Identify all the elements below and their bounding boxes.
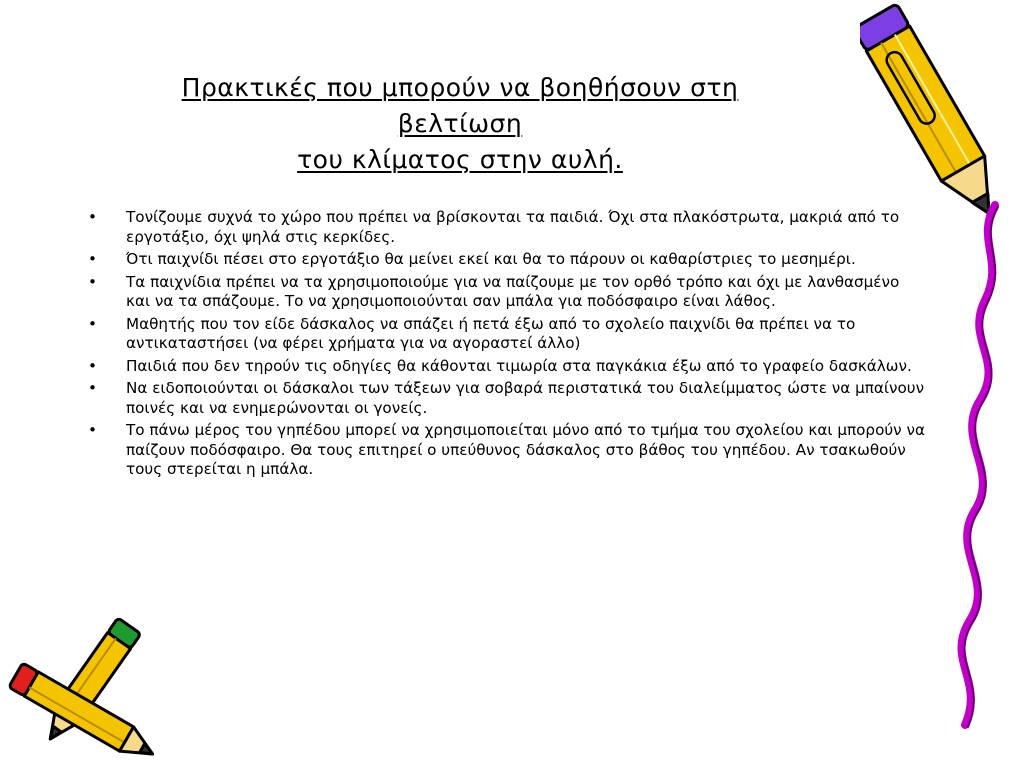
squiggle-line [955, 200, 1015, 730]
crossed-pencils-icon [0, 615, 190, 765]
bullet-text: Ότι παιχνίδι πέσει στο εργοτάξιο θα μείνει εκεί και θα το πάρουν οι καθαρίστριες το μεσημέρι. [126, 250, 856, 268]
bullet-item [88, 208, 928, 247]
title-line-3: του κλίματος στην αυλή. [297, 145, 623, 174]
bullet-marker: • [88, 356, 97, 375]
bullet-item [88, 421, 928, 480]
bullet-marker: • [88, 421, 97, 439]
bullet-item [88, 315, 928, 354]
bullet-text: Να ειδοποιούνται οι δάσκαλοι των τάξεων για σοβαρά περιστατικά του διαλείμματος ώστε να μπαίνουν ποινές και να ενημερώνονται οι γονείς. [126, 379, 925, 417]
bullet-marker: • [88, 272, 97, 291]
slide-title [110, 70, 810, 178]
bullet-marker: • [88, 379, 97, 397]
title-line-2: βελτίωση [397, 109, 523, 138]
bullet-text: Τα παιχνίδια πρέπει να τα χρησιμοποιούμε για να παίζουμε με τον ορθό τρόπο και όχι με λανθασμένο και να τα σπάζουμε. Το να χρησιμοποιούνται σαν μπάλα για ποδόσφαιρο είναι λάθος. [126, 272, 900, 310]
bullet-item [88, 250, 928, 270]
bullet-marker: • [88, 208, 97, 226]
bullet-list [88, 208, 928, 483]
bullet-item [88, 273, 928, 312]
bullet-text: Μαθητής που τον είδε δάσκαλος να σπάζει ή πετά έξω από το σχολείο παιχνίδι θα πρέπει να το αντικαταστήσει (να φέρει χρήματα για να αγοραστεί άλλο) [126, 314, 856, 352]
bullet-item [88, 357, 928, 377]
bullet-marker: • [88, 250, 97, 268]
title-line-1: Πρακτικές που μπορούν να βοηθήσουν στη [181, 73, 739, 102]
bullet-text: Το πάνω μέρος του γηπέδου μπορεί να χρησιμοποιείται μόνο από το τμήμα του σχολείου και μπορούν να παίζουν ποδόσφαιρο. Θα τους επιτηρεί ο υπεύθυνος δάσκαλος στο βάθος του γηπέδου. Αν τσακωθούν τους στερείται η μπάλα. [126, 421, 925, 478]
bullet-marker: • [88, 314, 97, 333]
bullet-text: Παιδιά που δεν τηρούν τις οδηγίες θα κάθονται τιμωρία στα παγκάκια έξω από το γραφείο δασκάλων. [126, 356, 912, 375]
bullet-item [88, 379, 928, 418]
bullet-text: Τονίζουμε συχνά το χώρο που πρέπει να βρίσκονται τα παιδιά. Όχι στα πλακόστρωτα, μακριά από το εργοτάξιο, όχι ψηλά στις κερκίδες. [126, 208, 900, 246]
